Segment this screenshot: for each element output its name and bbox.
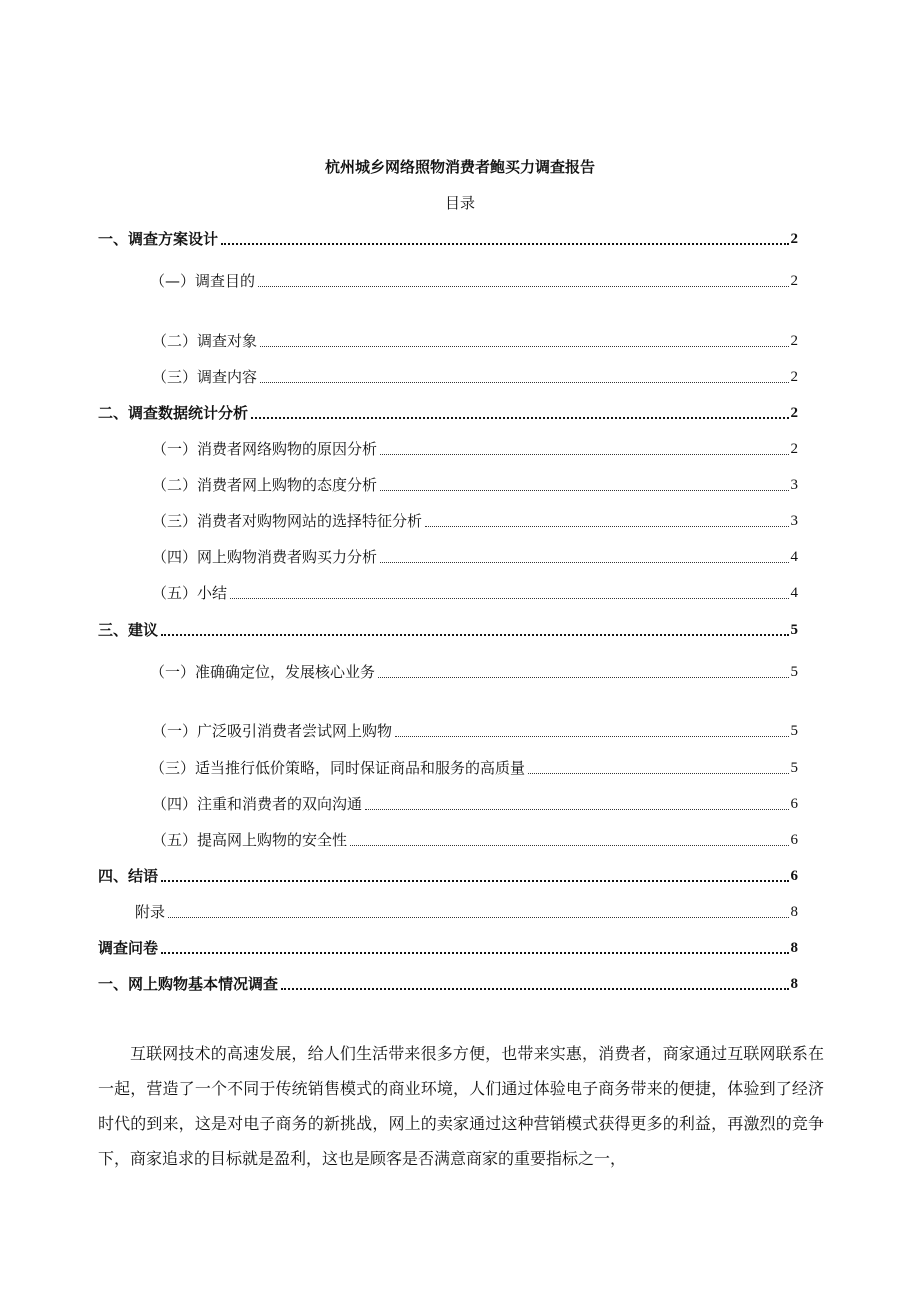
toc-entry-label: （二）消费者网上购物的态度分析 <box>152 476 378 494</box>
toc-entry-page: 6 <box>790 796 798 812</box>
toc-leader <box>281 988 788 990</box>
toc-leader <box>395 736 788 737</box>
toc-entry-label: （一）准确确定位，发展核心业务 <box>150 663 376 681</box>
toc-leader <box>251 417 788 419</box>
toc-leader <box>260 382 788 383</box>
toc-entry-page: 5 <box>790 760 798 776</box>
toc-entry-page: 2 <box>790 333 798 349</box>
toc-entry-label: （—）调查目的 <box>150 272 256 290</box>
toc-entry-page: 5 <box>790 664 798 680</box>
toc-entry-page: 3 <box>790 513 798 529</box>
toc-entry-page: 8 <box>790 904 798 920</box>
body-paragraph: 互联网技术的高速发展，给人们生活带来很多方便，也带来实惠，消费者，商家通过互联网联系在一起，营造了一个不同于传统销售模式的商业环境，人们通过体验电子商务带来的便捷，体验到了经济时代的到来，这是对电子商务的新挑战，网上的卖家通过这种营销模式获得更多的利益，再激烈的竞争下，商家追求的目标就是盈利，这也是顾客是否满意商家的重要指标之一， <box>98 1044 824 1168</box>
toc-entry[interactable] <box>152 794 798 814</box>
toc-entry-page: 6 <box>790 868 798 884</box>
toc-entry-label: 二、调查数据统计分析 <box>98 404 249 422</box>
toc-entry-page: 8 <box>790 940 798 956</box>
toc-entry[interactable] <box>98 229 798 249</box>
toc-leader <box>365 809 788 810</box>
toc-leader <box>350 845 788 846</box>
toc-entry[interactable] <box>152 367 798 387</box>
toc-entry-page: 3 <box>790 477 798 493</box>
toc-entry[interactable] <box>98 938 798 958</box>
toc-entry-label: 四、结语 <box>98 867 159 885</box>
toc-entry-page: 5 <box>790 723 798 739</box>
toc-entry[interactable] <box>150 271 798 291</box>
toc-entry-label: 调查问卷 <box>98 939 159 957</box>
toc-entry-label: （五）小结 <box>152 584 228 602</box>
toc-entry[interactable] <box>152 439 798 459</box>
toc-entry-label: 三、建议 <box>98 621 159 639</box>
toc-leader <box>528 773 788 774</box>
toc-entry[interactable] <box>98 866 798 886</box>
toc-entry[interactable] <box>98 620 798 640</box>
toc-entry-page: 5 <box>790 622 798 638</box>
toc-leader <box>168 917 788 918</box>
toc-entry-label: （三）消费者对购物网站的选择特征分析 <box>152 512 423 530</box>
toc-entry[interactable] <box>152 583 798 603</box>
toc-entry-label: 一、网上购物基本情况调查 <box>98 975 279 993</box>
toc-entry-page: 2 <box>790 273 798 289</box>
toc-entry[interactable] <box>135 902 798 922</box>
toc-entry-label: （三）调查内容 <box>152 368 258 386</box>
toc-entry-label: （二）调查对象 <box>152 332 258 350</box>
toc-entry-page: 6 <box>790 832 798 848</box>
toc-entry[interactable] <box>98 403 798 423</box>
toc-entry-label: （四）注重和消费者的双向沟通 <box>152 795 363 813</box>
toc-entry-label: （一）广泛吸引消费者尝试网上购物 <box>152 722 393 740</box>
toc-entry[interactable] <box>152 547 798 567</box>
toc-leader <box>380 454 788 455</box>
toc-entry[interactable] <box>152 721 798 741</box>
toc-leader <box>161 952 788 954</box>
toc-heading: 目录 <box>444 194 475 212</box>
toc-entry[interactable] <box>152 331 798 351</box>
toc-entry-label: （三）适当推行低价策略，同时保证商品和服务的高质量 <box>150 759 526 777</box>
toc-entry[interactable] <box>150 662 798 682</box>
toc-entry[interactable] <box>152 511 798 531</box>
toc-entry[interactable] <box>150 758 798 778</box>
toc-entry-label: （四）网上购物消费者购买力分析 <box>152 548 378 566</box>
toc-entry-page: 4 <box>790 549 798 565</box>
toc-entry-page: 2 <box>790 441 798 457</box>
toc-entry-page: 8 <box>790 976 798 992</box>
toc-entry-page: 2 <box>790 231 798 247</box>
toc-entry-label: （一）消费者网络购物的原因分析 <box>152 440 378 458</box>
document-title: 杭州城乡网络照物消费者鲍买力调查报告 <box>324 158 595 176</box>
toc-leader <box>380 490 788 491</box>
toc-entry-label: （五）提高网上购物的安全性 <box>152 831 348 849</box>
toc-entry-page: 4 <box>790 585 798 601</box>
toc-leader <box>380 562 788 563</box>
toc-leader <box>221 243 788 245</box>
toc-entry[interactable] <box>152 830 798 850</box>
toc-leader <box>425 526 788 527</box>
toc-entry-label: 附录 <box>135 903 166 921</box>
toc-leader <box>161 634 788 636</box>
toc-leader <box>161 880 788 882</box>
toc-leader <box>378 677 788 678</box>
toc-entry[interactable] <box>152 475 798 495</box>
toc-entry[interactable] <box>98 974 798 994</box>
toc-entry-page: 2 <box>790 405 798 421</box>
toc-leader <box>260 346 788 347</box>
toc-leader <box>258 286 788 287</box>
toc-entry-label: 一、调查方案设计 <box>98 230 219 248</box>
toc-leader <box>230 598 788 599</box>
toc-entry-page: 2 <box>790 369 798 385</box>
